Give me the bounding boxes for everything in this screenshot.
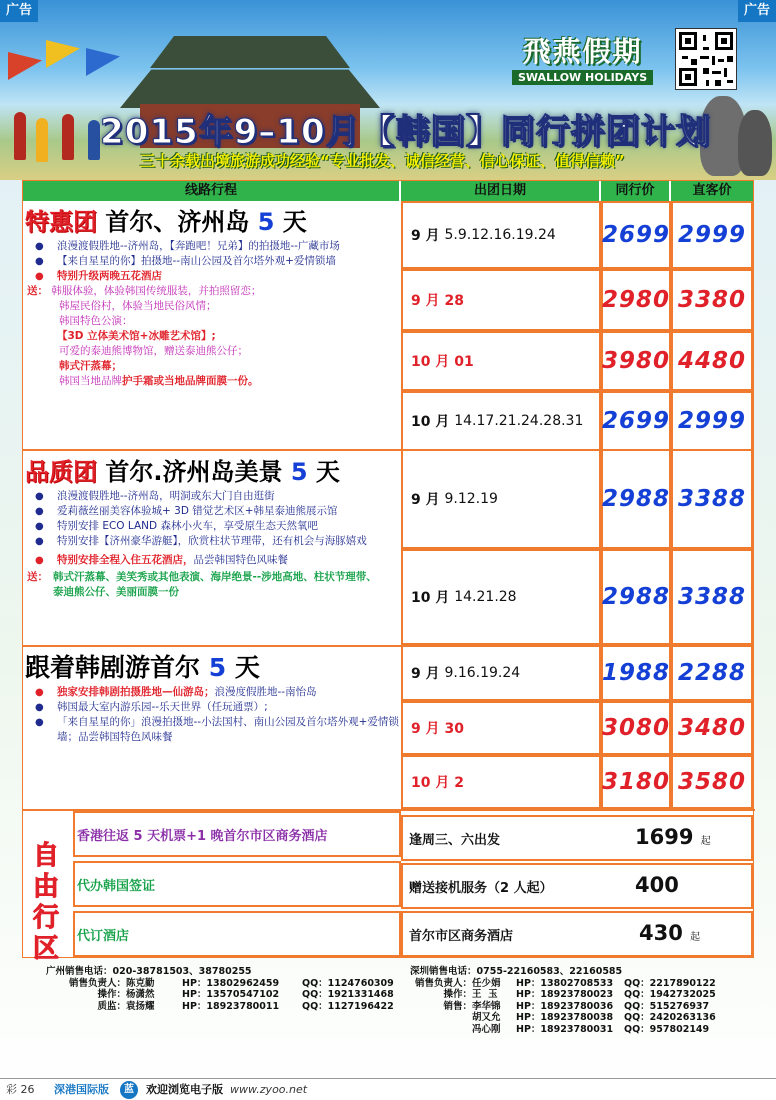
bullet-icon: ●	[35, 506, 44, 517]
section-tag: 品质团	[25, 458, 97, 486]
date-month: 9 月	[411, 666, 440, 682]
logo-cn: 飛燕假期	[522, 35, 643, 68]
list-item	[27, 715, 401, 745]
bullet-icon: ●	[35, 536, 44, 547]
page-footer	[0, 1078, 776, 1100]
contact-qq: QQ：1942732025	[624, 989, 716, 1000]
gift-label: 送：	[27, 285, 48, 297]
list-item-text: 品尝韩国特色风味餐	[193, 554, 288, 566]
bullet-icon: ●	[35, 256, 44, 267]
guard-figure	[36, 118, 48, 162]
palace-roof-upper	[150, 28, 350, 68]
section-tag: 特惠团	[25, 208, 97, 236]
price-value: 1699	[635, 825, 694, 849]
edition-label: 深港国际版	[54, 1083, 109, 1096]
peer-price: 1988	[601, 645, 671, 701]
contact-qq: QQ：1921331468	[302, 989, 394, 1000]
highlight-list	[23, 489, 401, 568]
date-month: 9 月	[411, 228, 440, 244]
date-month: 9 月	[411, 492, 440, 508]
slogan: 三十余载出境旅游成功经验“专业批发、诚信经营、信心保证、值得信赖”	[140, 152, 625, 170]
gift-item	[27, 284, 401, 299]
contact-qq: QQ：2420263136	[624, 1012, 716, 1023]
peer-price: 2699	[601, 201, 671, 269]
date-month: 10 月	[411, 414, 450, 430]
contact-hp: HP：18923780038	[516, 1012, 614, 1023]
edition-seal-icon: 蓝	[120, 1081, 138, 1099]
contact-qq: QQ：1124760309	[302, 977, 394, 989]
section-kdrama-tour	[23, 645, 401, 809]
flag-icon	[86, 48, 120, 76]
contact-qq: QQ：957802149	[624, 1023, 710, 1035]
price-unit: 起	[690, 932, 701, 943]
bullet-icon: ●	[35, 271, 44, 282]
contact-hp: HP：18923780023	[516, 989, 614, 1000]
free-travel-item: 代订酒店	[73, 911, 401, 957]
contact-name: 冯心刚	[472, 1023, 501, 1035]
free-travel-price	[635, 873, 679, 897]
list-item-text: 爱莉薇丝丽美容体验城+ 3D 错觉艺术区+韩星泰迪熊展示馆	[57, 505, 338, 517]
free-travel-char: 区	[32, 934, 59, 964]
guangzhou-contacts	[46, 966, 394, 1012]
peer-price: 3080	[601, 701, 671, 755]
gift-item: 韩国特色公演：	[59, 315, 133, 327]
list-item-text: 特别安排 ECO LAND 森林小火车，享受原生态天然氧吧	[57, 520, 318, 532]
bullet-icon: ●	[35, 491, 44, 502]
direct-price: 3388	[671, 549, 753, 645]
list-item	[27, 489, 401, 504]
list-item-text: 韩国最大室内游乐园--乐天世界（任玩通票）;	[57, 701, 268, 713]
contact-row	[410, 1001, 716, 1013]
departure-date	[401, 201, 601, 269]
list-item	[27, 269, 401, 284]
list-item	[27, 534, 401, 549]
list-item	[27, 700, 401, 715]
direct-price: 4480	[671, 331, 753, 391]
peer-price: 2699	[601, 391, 671, 451]
list-item-text: 独家安排韩剧拍摄胜地—仙游岛；	[57, 686, 215, 698]
bullet-icon: ●	[35, 555, 44, 566]
peer-price: 2988	[601, 449, 671, 549]
date-days: 5.9.12.16.19.24	[444, 227, 556, 243]
list-item	[27, 553, 401, 568]
gift-item: 韩屋民俗村，体验当地民俗风情；	[59, 300, 217, 312]
direct-price: 3480	[671, 701, 753, 755]
free-travel-char: 自	[32, 841, 59, 871]
direct-price: 2288	[671, 645, 753, 701]
contact-hp: HP：18923780011	[182, 1000, 280, 1012]
gift-text: 护手霜或当地品牌面膜一份。	[122, 375, 259, 387]
free-travel-price	[639, 921, 700, 945]
contact-role: 销售：	[443, 1000, 472, 1012]
departure-date: 10 月 01	[401, 331, 601, 391]
date-days: 14.21.28	[454, 589, 517, 605]
contact-role	[410, 1024, 472, 1036]
free-travel-item	[73, 811, 401, 857]
highlight-list	[23, 685, 401, 745]
contact-info	[0, 962, 776, 1072]
logo-en: SWALLOW HOLIDAYS	[512, 70, 653, 85]
section-name: 首尔.济州岛美景	[105, 458, 283, 486]
list-item	[27, 254, 401, 269]
contact-row	[410, 978, 716, 990]
contact-role: 销售负责人：	[68, 977, 126, 989]
price-value: 430	[639, 921, 683, 945]
gift-item: 韩式汗蒸幕；	[59, 360, 122, 372]
company-logo	[512, 30, 653, 85]
price-value: 400	[635, 873, 679, 897]
direct-price: 3380	[671, 269, 753, 331]
list-item-text: 【来自星星的你】拍摄地--南山公园及首尔塔外观+爱情锁墙	[57, 255, 336, 267]
contact-name: 袁扬耀	[126, 1000, 155, 1012]
free-item-text: 香港往返 5 天机票+1 晚首尔市区商务酒店	[77, 828, 328, 844]
contact-hp: HP：18923780036	[516, 1000, 614, 1012]
section-days-unit: 天	[234, 653, 260, 682]
direct-price: 3388	[671, 449, 753, 549]
free-travel-desc: 首尔市区商务酒店	[401, 911, 753, 957]
contact-row	[46, 989, 394, 1001]
peer-price: 2980	[601, 269, 671, 331]
contact-name: 李华锦	[472, 1000, 501, 1012]
section-title	[23, 201, 401, 239]
bullet-icon: ●	[35, 687, 44, 698]
contact-role: 操作：	[443, 989, 472, 1000]
list-item-text: 特别安排【济州豪华游艇】，欣赏柱状节理带，还有机会与海豚嬉戏	[57, 535, 367, 547]
departure-date: 9 月 30	[401, 701, 601, 755]
sz-phone: 深圳销售电话：0755-22160583、22160585	[410, 966, 623, 977]
contact-qq: QQ：515276937	[624, 1000, 710, 1012]
peer-price: 2988	[601, 549, 671, 645]
gz-phone: 广州销售电话：020-38781503、38780255	[46, 966, 252, 977]
contact-hp: HP：13802708533	[516, 977, 614, 989]
section-days-unit: 天	[282, 208, 307, 236]
list-item-text: 特别安排全程入住五花酒店，	[57, 554, 194, 566]
contact-name: 任少娟	[472, 977, 501, 989]
qr-code-icon	[675, 28, 737, 90]
free-travel-price	[635, 825, 711, 849]
gift-text: 韩国当地品牌	[59, 375, 122, 387]
gift-item	[27, 374, 401, 389]
list-item	[27, 239, 401, 254]
section-title	[23, 451, 401, 489]
gift-list	[23, 284, 401, 389]
section-days-num: 5	[208, 653, 227, 682]
departure-date	[401, 449, 601, 549]
contact-qq: QQ：1127196422	[302, 1000, 394, 1012]
gift-item: 可爱的泰迪熊博物馆，赠送泰迪熊公仔；	[59, 345, 248, 357]
contact-name: 王 玉	[472, 989, 498, 1000]
list-item	[27, 519, 401, 534]
bullet-icon: ●	[35, 717, 44, 728]
list-item-text: 特别升级两晚五花酒店	[57, 270, 162, 282]
guard-figure	[88, 120, 100, 160]
ad-label-right: 广告	[738, 0, 776, 22]
contact-hp: HP：18923780031	[516, 1023, 614, 1035]
itinerary-table	[22, 180, 754, 964]
contact-qq: QQ：2217890122	[624, 977, 716, 989]
section-title	[23, 647, 401, 685]
contact-row	[46, 978, 394, 990]
list-item-text: 浪漫度假胜地--南怡岛	[214, 686, 317, 698]
peer-price: 3980	[601, 331, 671, 391]
header-direct-price: 直客价	[671, 181, 753, 201]
contact-row	[410, 1012, 716, 1024]
shenzhen-contacts	[410, 966, 716, 1035]
contact-role: 质监：	[97, 1000, 126, 1012]
contact-role	[410, 1012, 472, 1024]
contact-role: 销售负责人：	[414, 977, 472, 989]
flag-icon	[46, 40, 80, 68]
contact-name: 胡又允	[472, 1012, 501, 1023]
flag-icon	[8, 52, 42, 80]
gift-label: 送：	[27, 571, 48, 583]
date-days: 9.12.19	[444, 491, 498, 507]
section-name: 跟着韩剧游首尔	[25, 653, 201, 682]
date-days: 9.16.19.24	[444, 665, 521, 681]
departure-date	[401, 645, 601, 701]
gift-list	[23, 570, 401, 600]
gift-item: 【3D 立体美术馆+冰雕艺术馆】;	[57, 330, 216, 342]
free-travel-char: 行	[32, 903, 59, 933]
list-item	[27, 685, 401, 700]
departure-date	[401, 549, 601, 645]
gift-text: 韩服体验，体验韩国传统服装，并拍照留恋；	[51, 285, 262, 297]
contact-row	[46, 1001, 394, 1013]
section-special-tour	[23, 201, 401, 449]
free-travel-char: 由	[32, 872, 59, 902]
departure-date: 9 月 28	[401, 269, 601, 331]
contact-name: 陈克勤	[126, 977, 155, 989]
welcome-text: 欢迎浏览电子版	[146, 1083, 223, 1096]
direct-price: 2999	[671, 391, 753, 451]
contact-name: 杨潇然	[126, 989, 155, 1000]
ad-label-left: 广告	[0, 0, 38, 22]
free-travel-desc: 赠送接机服务（2 人起）	[401, 863, 753, 909]
free-travel-item: 代办韩国签证	[73, 861, 401, 907]
section-days-num: 5	[257, 208, 275, 236]
list-item-text: 「来自星星的你」浪漫拍摄地--小法国村、南山公园及首尔塔外观+爱情锁墙；品尝韩国特色风味餐	[57, 716, 399, 743]
departure-date: 10 月 2	[401, 755, 601, 809]
bullet-icon: ●	[35, 702, 44, 713]
contact-hp: HP：13570547102	[182, 989, 280, 1000]
free-travel-desc: 逢周三、六出发	[401, 815, 753, 861]
free-travel-label	[26, 841, 66, 965]
header-peer-price: 同行价	[601, 181, 671, 201]
section-quality-tour	[23, 449, 401, 645]
section-days-num: 5	[290, 458, 308, 486]
header-route: 线路行程	[23, 181, 401, 201]
header-date: 出团日期	[401, 181, 601, 201]
direct-price: 2999	[671, 201, 753, 269]
highlight-list	[23, 239, 401, 284]
contact-row	[410, 1024, 716, 1036]
website-link[interactable]: www.zyoo.net	[230, 1083, 308, 1096]
hero-banner	[0, 0, 776, 180]
date-days: 14.17.21.24.28.31	[454, 413, 584, 429]
guard-figure	[62, 114, 74, 160]
bullet-icon: ●	[35, 241, 44, 252]
peer-price: 3180	[601, 755, 671, 809]
contact-hp: HP：13802962459	[182, 977, 280, 989]
list-item-text: 浪漫渡假胜地--济州岛，明洞或东大门自由逛街	[57, 490, 275, 502]
section-name: 首尔、济州岛	[105, 208, 250, 236]
bullet-icon: ●	[35, 521, 44, 532]
list-item	[27, 504, 401, 519]
departure-date	[401, 391, 601, 451]
section-days-unit: 天	[315, 458, 340, 486]
price-unit: 起	[700, 836, 711, 847]
contact-row	[410, 989, 716, 1001]
page-number: 彩 26	[6, 1083, 35, 1096]
free-travel-zone	[23, 809, 755, 964]
date-month: 10 月	[411, 590, 450, 606]
list-item-text: 浪漫渡假胜地--济州岛，【奔跑吧！兄弟】的拍摄地--广藏市场	[57, 240, 340, 252]
direct-price: 3580	[671, 755, 753, 809]
contact-role: 操作：	[97, 989, 126, 1000]
guard-figure	[14, 112, 26, 160]
stone-statue	[738, 110, 772, 176]
gift-text: 韩式汗蒸幕、美笑秀或其他表演、海岸绝景--涉地高地、柱状节理带、泰迪熊公仔、美丽面膜一份	[53, 571, 377, 598]
page-title: 2015年9–10月【韩国】同行拼团计划	[100, 112, 711, 152]
